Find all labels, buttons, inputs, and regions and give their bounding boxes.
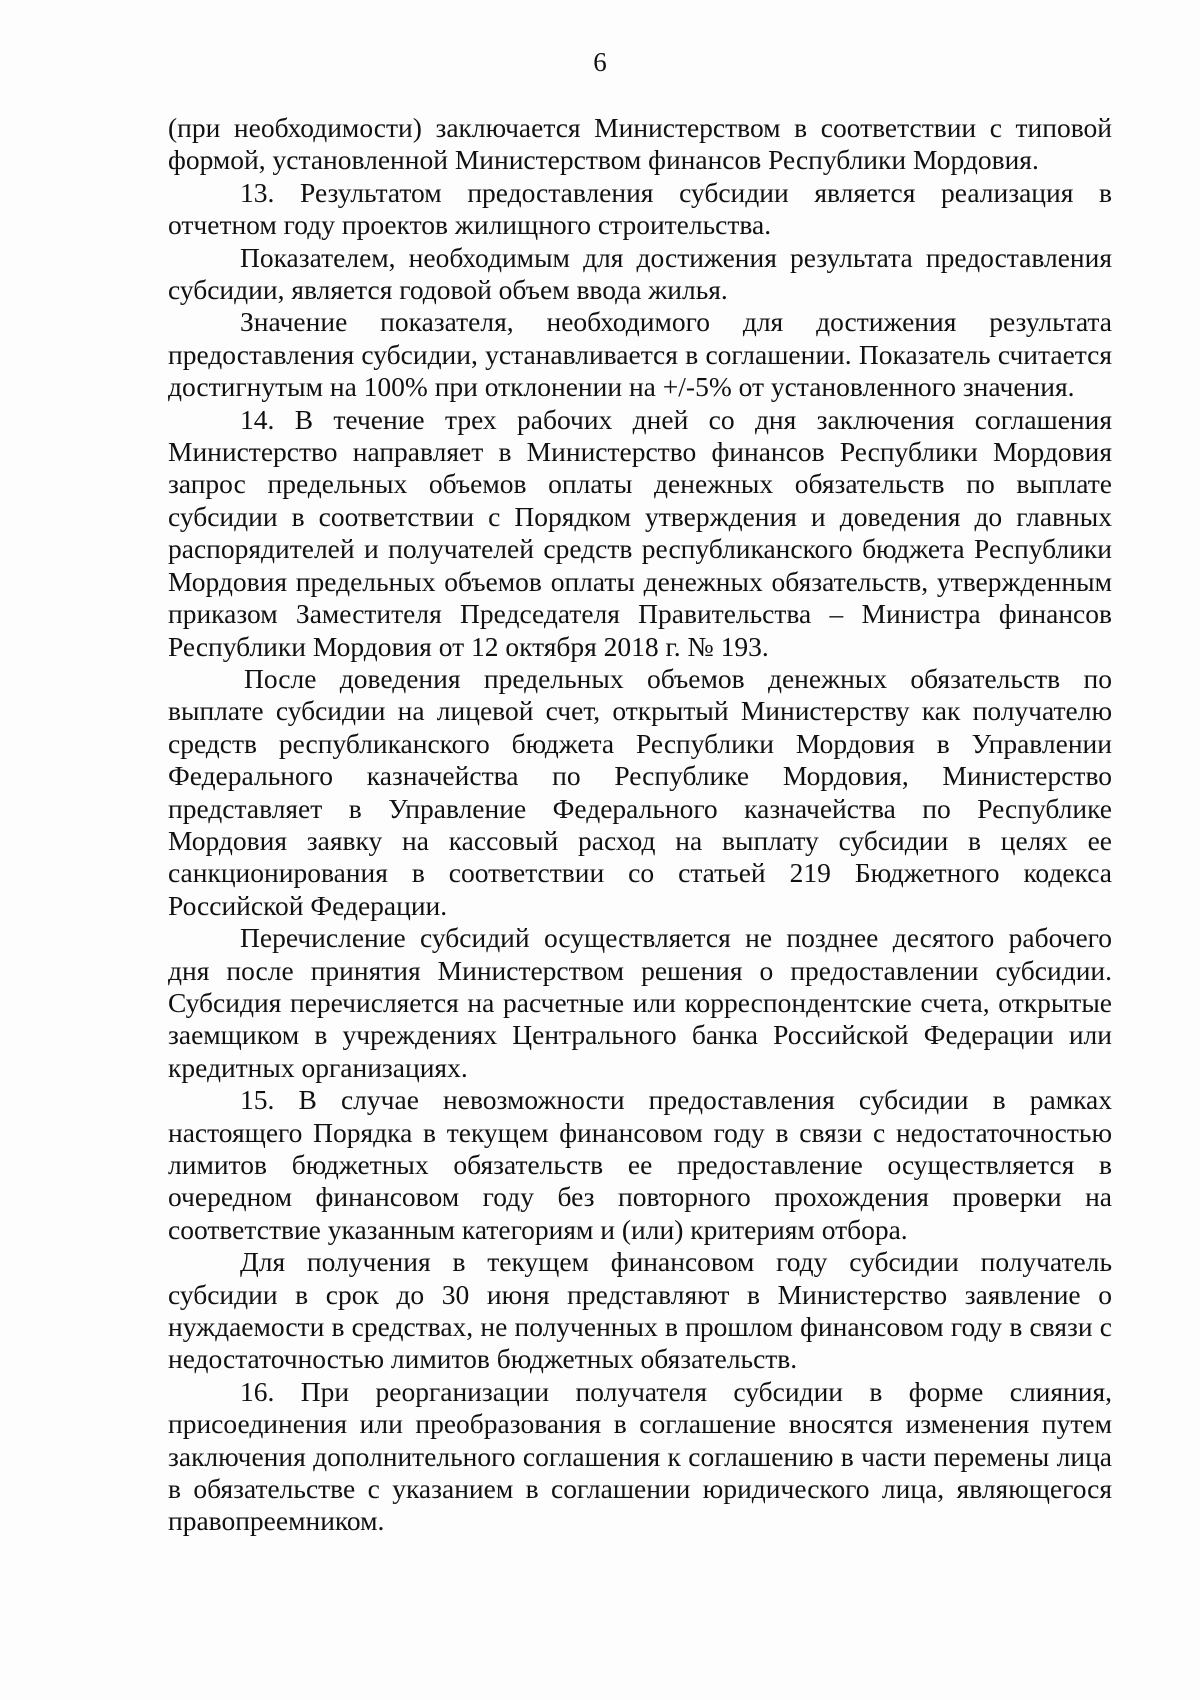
paragraph-transfer: Перечисление субсидий осуществляется не позднее десятого рабочего дня после принятия Министерством решения о предоставлении субсидии. Субсидия перечисляется на расчетные или корреспондентские счета, открытые заемщиком в учреждениях Центрального банка Российской Федерации или кредитных организациях. — [168, 922, 1112, 1083]
paragraph-item-16: 16. При реорганизации получателя субсидии в форме слияния, присоединения или преобразования в соглашение вносятся изменения путем заключения дополнительного соглашения к соглашению в части перемены лица в обязательстве с указанием в соглашении юридического лица, являющегося правопреемником. — [168, 1375, 1112, 1537]
document-body — [168, 112, 1112, 1538]
paragraph-indicator-value: Значение показателя, необходимого для достижения результата предоставления субсидии, устанавливается в соглашении. Показатель считается достигнутым на 100% при отклонении на +/-5% от установленного значения. — [168, 306, 1112, 403]
paragraph-item-13: 13. Результатом предоставления субсидии является реализация в отчетном году проектов жилищного строительства. — [168, 176, 1112, 241]
paragraph-item-14: 14. В течение трех рабочих дней со дня заключения соглашения Министерство направляет в Министерство финансов Республики Мордовия запрос предельных объемов оплаты денежных обязательств по выплате субсидии в соответствии с Порядком утверждения и доведения до главных распорядителей и получателей средств республиканского бюджета Республики Мордовия предельных объемов оплаты денежных обязательств, утвержденным приказом Заместителя Председателя Правительства – Министра финансов Республики Мордовия от 12 октября 2018 г. № 193. — [168, 403, 1112, 662]
paragraph-application: Для получения в текущем финансовом году субсидии получатель субсидии в срок до 30 июня представляют в Министерство заявление о нуждаемости в средствах, не полученных в прошлом финансовом году в связи с недостаточностью лимитов бюджетных обязательств. — [168, 1246, 1112, 1375]
page-number: 6 — [593, 47, 607, 77]
paragraph-after-limits: После доведения предельных объемов денежных обязательств по выплате субсидии на лицевой счет, открытый Министерству как получателю средств республиканского бюджета Республики Мордовия в Управлении Федерального казначейства по Республике Мордовия, Министерство представляет в Управление Федерального казначейства по Республике Мордовия заявку на кассовый расход на выплату субсидии в целях ее санкционирования в соответствии со статьей 219 Бюджетного кодекса Российской Федерации. — [168, 662, 1112, 921]
paragraph-indicator: Показателем, необходимым для достижения результата предоставления субсидии, является годовой объем ввода жилья. — [168, 241, 1112, 306]
paragraph-continuation: (при необходимости) заключается Министерством в соответствии с типовой формой, установленной Министерством финансов Республики Мордовия. — [168, 112, 1112, 176]
paragraph-item-15: 15. В случае невозможности предоставления субсидии в рамках настоящего Порядка в текущем финансовом году в связи с недостаточностью лимитов бюджетных обязательств ее предоставление осуществляется в очередном финансовом году без повторного прохождения проверки на соответствие указанным категориям и (или) критериям отбора. — [168, 1084, 1112, 1245]
